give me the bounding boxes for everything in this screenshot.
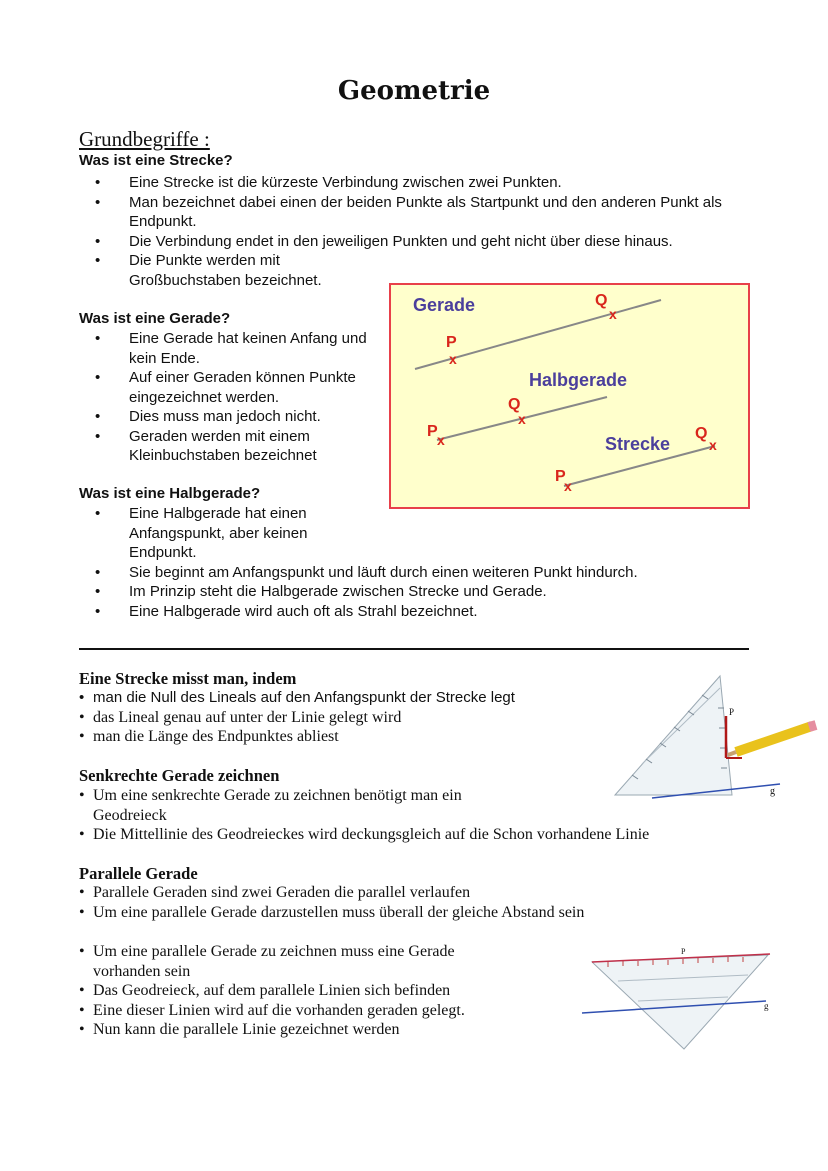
gerade-list (79, 329, 379, 466)
halbgerade-point-p: P (427, 423, 438, 440)
strecke-list (79, 173, 759, 290)
halbgerade-cross-q: x (518, 411, 526, 427)
list-item: • Geraden werden mit einem Kleinbuchstaben bezeichnet (79, 427, 379, 466)
list-item: • Dies muss man jedoch nicht. (79, 407, 379, 427)
strecke-cross-p: x (564, 478, 572, 494)
label-p: P (681, 947, 686, 956)
list-item: • Eine Strecke ist die kürzeste Verbindung zwischen zwei Punkten. (79, 173, 759, 193)
strecke-point-q: Q (695, 425, 708, 442)
list-item: • Man bezeichnet dabei einen der beiden Punkte als Startpunkt und den anderen Punkt als Endpunkt. (79, 193, 729, 232)
list-item: • Um eine senkrechte Gerade zu zeichnen benötigt man ein Geodreieck (79, 786, 533, 825)
list-item: • Das Geodreieck, auf dem parallele Linien sich befinden (79, 981, 539, 1001)
parallel-list-2 (79, 942, 539, 1040)
halbgerade-list (79, 504, 759, 621)
list-item: • das Lineal genau auf unter der Linie gelegt wird (79, 708, 599, 728)
gerade-point-p: P (446, 334, 457, 351)
gerade-point-q: Q (595, 292, 608, 309)
geodreieck-senkrecht-illustration (612, 668, 822, 800)
gerade-cross-p: x (449, 351, 457, 367)
label-g: g (764, 1001, 769, 1011)
list-item: • Um eine parallele Gerade zu zeichnen muss eine Gerade vorhanden sein (79, 942, 513, 981)
figure-frame (390, 284, 749, 508)
strecke-cross-q: x (709, 437, 717, 453)
question-halbgerade: Was ist eine Halbgerade? (79, 485, 261, 502)
label-g: g (770, 786, 775, 797)
halbgerade-cross-p: x (437, 432, 445, 448)
page-title: Geometrie (337, 76, 491, 106)
lines-figure (389, 283, 750, 509)
strecke-point-p: P (555, 468, 566, 485)
list-item: • Die Punkte werden mit Großbuchstaben bezeichnet. (79, 251, 329, 290)
list-item: • Auf einer Geraden können Punkte eingezeichnet werden. (79, 368, 379, 407)
list-item: • Sie beginnt am Anfangspunkt und läuft durch einen weiteren Punkt hindurch. (79, 563, 759, 583)
heading-messen: Eine Strecke misst man, indem (79, 669, 297, 688)
pencil-body (736, 726, 812, 752)
list-item: • Eine Gerade hat keinen Anfang und kein Ende. (79, 329, 379, 368)
question-strecke: Was ist eine Strecke? (79, 152, 233, 169)
list-item: • man die Null des Lineals auf den Anfangspunkt der Strecke legt (79, 688, 599, 708)
list-item: • Parallele Geraden sind zwei Geraden die parallel verlaufen (79, 883, 779, 903)
question-gerade: Was ist eine Gerade? (79, 310, 231, 327)
parallel-list-1 (79, 883, 779, 922)
list-item: • Eine dieser Linien wird auf die vorhanden geraden gelegt. (79, 1001, 539, 1021)
label-strecke: Strecke (605, 434, 671, 454)
list-item: • Die Mittellinie des Geodreieckes wird deckungsgleich auf die Schon vorhandene Linie (79, 825, 779, 845)
section-heading-grundbegriffe: Grundbegriffe : (79, 127, 210, 151)
heading-parallel: Parallele Gerade (79, 864, 198, 883)
heading-senkrecht: Senkrechte Gerade zeichnen (79, 766, 280, 785)
list-item: • Eine Halbgerade hat einen Anfangspunkt, aber keinen Endpunkt. (79, 504, 329, 563)
list-item: • Um eine parallele Gerade darzustellen muss überall der gleiche Abstand sein (79, 903, 779, 923)
senkrecht-list (79, 786, 779, 845)
pencil-tip (728, 752, 736, 755)
geodreieck-parallel-illustration (578, 945, 778, 1057)
halbgerade-point-q: Q (508, 396, 521, 413)
label-halbgerade: Halbgerade (529, 370, 628, 390)
list-item: • Nun kann die parallele Linie gezeichnet werden (79, 1020, 539, 1040)
list-item: • Im Prinzip steht die Halbgerade zwischen Strecke und Gerade. (79, 582, 759, 602)
label-p: P (729, 707, 735, 717)
list-item: • Eine Halbgerade wird auch oft als Strahl bezeichnet. (79, 602, 759, 622)
messen-list (79, 688, 599, 747)
label-gerade: Gerade (413, 295, 476, 315)
section-divider (79, 648, 749, 650)
list-item: • man die Länge des Endpunktes abliest (79, 727, 599, 747)
gerade-cross-q: x (609, 306, 617, 322)
pencil-eraser (809, 725, 816, 727)
list-item: • Die Verbindung endet in den jeweiligen Punkten und geht nicht über diese hinaus. (79, 232, 759, 252)
